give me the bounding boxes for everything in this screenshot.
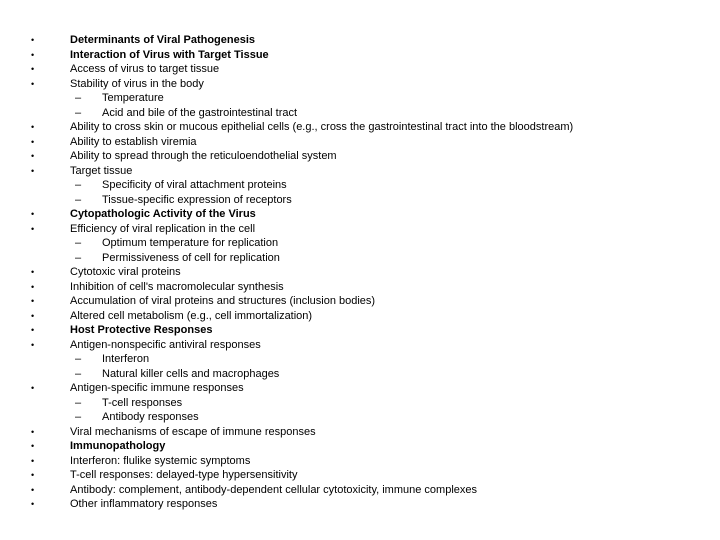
item-text: Interferon — [102, 353, 150, 365]
item-text: Stability of virus in the body — [70, 77, 204, 90]
bullet-icon: • — [31, 267, 35, 277]
bullet-icon: • — [31, 470, 35, 480]
list-item — [0, 265, 720, 280]
bullet-icon: • — [31, 339, 35, 350]
sub-list-item — [0, 367, 720, 382]
dash-marker: – — [75, 106, 82, 119]
bullet-icon: • — [31, 484, 35, 495]
list-item — [0, 149, 720, 164]
list-item — [0, 280, 720, 295]
item-text: Temperature — [102, 92, 164, 104]
item-text: Cytopathologic Activity of the Virus — [70, 208, 256, 220]
sub-list-item — [0, 236, 720, 251]
item-text: Other inflammatory responses — [70, 498, 218, 510]
item-text: Interferon: flulike systemic symptoms — [70, 454, 251, 467]
bullet-icon: • — [31, 383, 35, 393]
dash-marker: – — [75, 396, 82, 409]
sub-list-item — [0, 396, 720, 411]
dash-marker: – — [75, 367, 82, 380]
list-item — [0, 497, 720, 512]
list-item — [0, 309, 720, 324]
sub-list-item — [0, 352, 720, 367]
bullet-icon: • — [31, 78, 35, 89]
item-text: Accumulation of viral proteins and structures (inclusion bodies) — [70, 295, 376, 307]
sub-list-item — [0, 193, 720, 208]
dash-marker: – — [75, 179, 82, 191]
sub-list-item — [0, 251, 720, 266]
item-text: Permissiveness of cell for replication — [102, 251, 280, 264]
item-text: Optimum temperature for replication — [102, 237, 279, 249]
section-heading — [0, 33, 720, 48]
bullet-icon: • — [31, 455, 35, 466]
item-text: Efficiency of viral replication in the cell — [70, 222, 256, 235]
item-text: Target tissue — [70, 164, 133, 177]
item-text: Antibody: complement, antibody-dependent cellular cytotoxicity, immune complexes — [70, 483, 477, 496]
sub-list-item — [0, 410, 720, 425]
bullet-icon: • — [31, 151, 35, 161]
list-item — [0, 120, 720, 135]
bullet-icon: • — [31, 441, 35, 451]
item-text: Immunopathology — [70, 440, 166, 452]
dash-marker: – — [75, 251, 82, 264]
item-text: T-cell responses — [102, 396, 183, 409]
bullet-icon: • — [31, 35, 35, 45]
item-text: Cytotoxic viral proteins — [70, 266, 181, 278]
bullet-icon: • — [31, 426, 35, 437]
dash-marker: – — [75, 237, 82, 249]
list-item — [0, 483, 720, 498]
item-text: Antigen-specific immune responses — [70, 382, 244, 394]
list-item — [0, 222, 720, 237]
section-heading — [0, 207, 720, 222]
section-heading — [0, 48, 720, 63]
item-text: Antibody responses — [102, 411, 199, 423]
bullet-icon: • — [31, 136, 35, 147]
item-text: Ability to spread through the reticuloendothelial system — [70, 150, 337, 162]
item-text: T-cell responses: delayed-type hypersensitivity — [70, 469, 298, 481]
list-item — [0, 164, 720, 179]
item-text: Ability to cross skin or mucous epithelial cells (e.g., cross the gastrointestinal tract into the bloodstream) — [70, 121, 574, 133]
item-text: Determinants of Viral Pathogenesis — [70, 34, 256, 46]
bullet-icon: • — [31, 209, 35, 219]
dash-marker: – — [75, 411, 82, 423]
dash-marker: – — [75, 353, 82, 365]
list-item — [0, 425, 720, 440]
bullet-icon: • — [31, 310, 35, 321]
bullet-icon: • — [31, 49, 35, 60]
item-text: Inhibition of cell's macromolecular synthesis — [70, 280, 284, 293]
bullet-icon: • — [31, 223, 35, 234]
list-item — [0, 468, 720, 483]
bullet-icon: • — [31, 499, 35, 509]
section-heading — [0, 439, 720, 454]
dash-marker: – — [75, 193, 82, 206]
bullet-icon: • — [31, 122, 35, 132]
bullet-icon: • — [31, 281, 35, 292]
item-text: Interaction of Virus with Target Tissue — [70, 48, 269, 61]
sub-list-item — [0, 91, 720, 106]
item-text: Ability to establish viremia — [70, 135, 197, 148]
sub-list-item — [0, 178, 720, 193]
bullet-icon: • — [31, 325, 35, 335]
bullet-icon: • — [31, 296, 35, 306]
slide-content — [0, 33, 720, 512]
list-item — [0, 62, 720, 77]
bullet-icon: • — [31, 165, 35, 176]
dash-marker: – — [75, 92, 82, 104]
sub-list-item — [0, 106, 720, 121]
item-text: Viral mechanisms of escape of immune responses — [70, 425, 316, 438]
list-item — [0, 294, 720, 309]
item-text: Natural killer cells and macrophages — [102, 367, 280, 380]
list-item — [0, 381, 720, 396]
item-text: Tissue-specific expression of receptors — [102, 193, 292, 206]
list-item — [0, 338, 720, 353]
item-text: Antigen-nonspecific antiviral responses — [70, 338, 261, 351]
item-text: Specificity of viral attachment proteins — [102, 179, 287, 191]
list-item — [0, 77, 720, 92]
list-item — [0, 135, 720, 150]
item-text: Access of virus to target tissue — [70, 63, 220, 75]
item-text: Acid and bile of the gastrointestinal tract — [102, 106, 298, 119]
item-text: Altered cell metabolism (e.g., cell immortalization) — [70, 309, 313, 322]
section-heading — [0, 323, 720, 338]
item-text: Host Protective Responses — [70, 324, 213, 336]
list-item — [0, 454, 720, 469]
bullet-icon: • — [31, 64, 35, 74]
